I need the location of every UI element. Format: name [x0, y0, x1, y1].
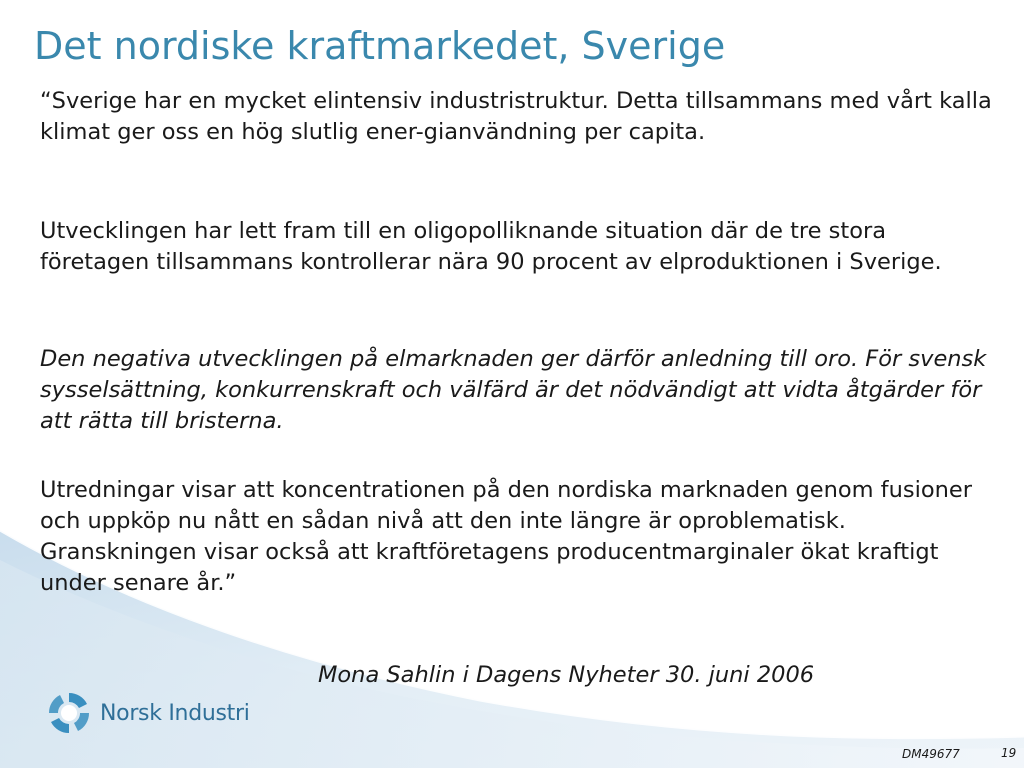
paragraph-1: “Sverige har en mycket elintensiv industristruktur. Detta tillsammans med vårt kalla klimat ger oss en hög slutlig ener-gianvändning per capita. [40, 88, 992, 145]
quote-attribution: Mona Sahlin i Dagens Nyheter 30. juni 2006 [318, 662, 815, 688]
slide-title: Det nordiske kraftmarkedet, Sverige [34, 24, 726, 68]
page-number: 19 [1001, 746, 1017, 760]
paragraph-2: Utvecklingen har lett fram till en oligopolliknande situation där de tre stora företagen tillsammans kontrollerar nära 90 procent av elproduktionen i Sverige. [40, 218, 942, 275]
paragraph-3: Den negativa utvecklingen på elmarknaden ger därför anledning till oro. För svensk sysselsättning, konkurrenskraft och välfärd är det nödvändigt att vidta åtgärder för att rätta till bristerna. [40, 346, 987, 434]
paragraph-4: Utredningar visar att koncentrationen på den nordiska marknaden genom fusioner och uppköp nu nått en sådan nivå att den inte längre är oproblematisk. Granskningen visar också att kraftföretagens producentmarginaler ökat kraftigt under senare år.” [40, 477, 972, 596]
logo-text: Norsk Industri [100, 700, 250, 726]
norsk-industri-logo [46, 690, 250, 736]
document-id: DM49677 [902, 747, 960, 761]
norsk-industri-logo-icon [46, 690, 92, 736]
